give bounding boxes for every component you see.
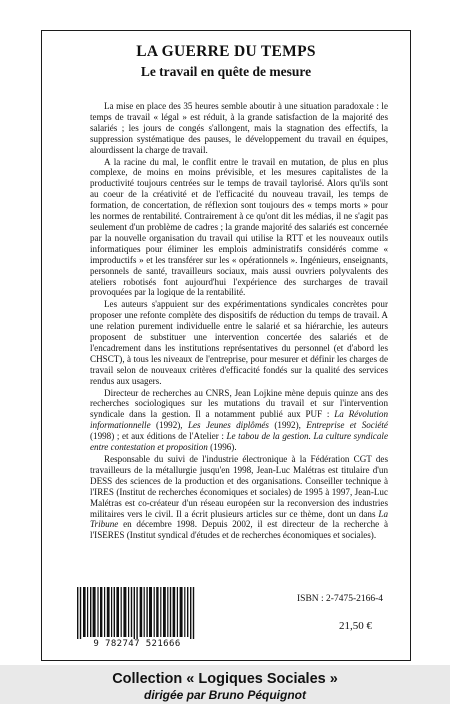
- blurb-text: [90, 101, 388, 541]
- isbn-label: ISBN : 2-7475-2166-4: [297, 594, 384, 604]
- paragraph-3: Les auteurs s'appuient sur des expérimentations syndicales concrètes pour proposer une refonte complète des dispositifs de réduction du temps de travail. A une relation purement individuelle entre le salarié et sa hiérarchie, les auteurs proposent de substituer une intervention concertée des salariés et de l'encadrement dans les institutions représentatives du personnel (et d'abord les CHSCT), à tous les niveaux de l'entreprise, pour mesurer et définir les charges de travail selon de nouveaux critères d'efficacité fondés sur la qualité des services rendus aux usagers.: [90, 299, 388, 386]
- text-panel: [41, 30, 411, 661]
- paragraph-2: A la racine du mal, le conflit entre le travail en mutation, de plus en plus complexe, de moins en moins prévisible, et les mesures capitalistes de la productivité toujours centrées sur le temps de travail taylorisé. Alors qu'ils sont au coeur de la créativité et de l'efficacité du nouveau travail, les temps de formation, de concertation, de réflexion sont toujours des « temps morts » pour les normes de rentabilité. Contrairement à ce qu'ont dit les médias, il ne s'agit pas seulement d'un problème de cadres ; la grande majorité des salariés est concernée par la nouvelle organisation du travail qui utilise la RTT et les nouveaux outils informatiques pour éliminer les emplois administratifs considérés comme « improductifs » et les transférer sur les « opérationnels ». Ingénieurs, enseignants, personnels de santé, travailleurs sociaux, mais aussi ouvriers polyvalents des ateliers robotisés font aujourd'hui l'expérience des surcharges de travail provoquées par la logique de la rentabilité.: [90, 156, 388, 298]
- book-subtitle: Le travail en quête de mesure: [140, 64, 312, 79]
- barcode-digits: 9 782747 521666: [77, 639, 197, 649]
- barcode: [71, 587, 201, 653]
- collection-director: dirigée par Bruno Péquignot: [143, 688, 306, 702]
- paragraph-4-author-lojkine: Directeur de recherches au CNRS, Jean Lojkine mène depuis quinze ans des recherches sociologiques sur les mutations du travail et sur l'intervention syndicale dans la gestion. Il a notamment publié aux PUF : La Révolution informationnelle (1992), Les Jeunes diplômés (1992), Entreprise et Société (1998) ; et aux éditions de l'Atelier : Le tabou de la gestion. La culture syndicale entre contestation et proposition (1996).: [90, 387, 388, 453]
- collection-title: Collection « Logiques Sociales »: [112, 671, 338, 687]
- book-title: LA GUERRE DU TEMPS: [136, 43, 316, 60]
- barcode-bars-icon: [71, 587, 201, 643]
- paragraph-5-author-maletras: Responsable du suivi de l'industrie électronique à la Fédération CGT des travailleurs de la métallurgie jusqu'en 1998, Jean-Luc Malétras est titulaire d'un DESS des sciences de la production et des organisations. Conseiller technique à l'IRES (Institut de recherches économiques et sociales) de 1995 à 1997, Jean-Luc Malétras est co-créateur d'un réseau européen sur la reconversion des industries militaires vers le civil. Il a écrit plusieurs articles sur ce thème, dont un dans La Tribune en décembre 1998. Depuis 2002, il est directeur de la recherche à l'ISERES (Institut syndical d'études et de recherches économiques et sociales).: [90, 454, 388, 541]
- paragraph-1: La mise en place des 35 heures semble aboutir à une situation paradoxale : le temps de travail « légal » est réduit, à la grande satisfaction de la majorité des salariés ; les jours de congés s'allongent, mais la stagnation des effectifs, la suppression systématique des pauses, le développement du travail en équipes, alourdissent la charge de travail.: [90, 101, 388, 155]
- price-label: 21,50 €: [339, 620, 372, 632]
